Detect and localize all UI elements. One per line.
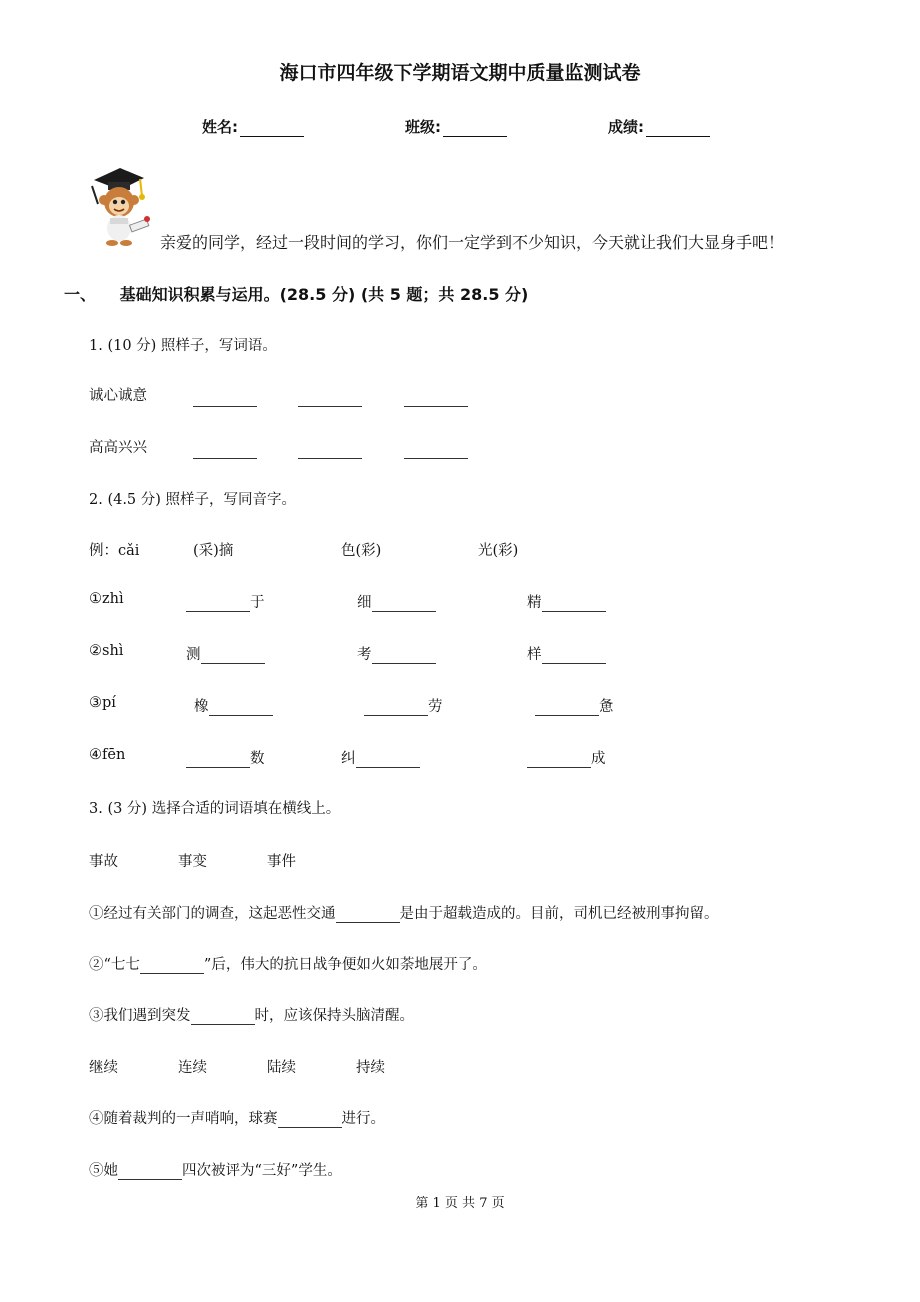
q3-word-option: 持续	[356, 1060, 385, 1076]
score-field	[608, 116, 710, 137]
q3-prompt: 3. (3 分) 选择合适的词语填在横线上。	[89, 801, 341, 817]
q2-row2-label: ②shì	[89, 643, 124, 659]
q1-row1-blank1[interactable]	[193, 388, 257, 407]
q2-example-b: 色(彩)	[341, 543, 382, 559]
name-blank	[240, 121, 304, 137]
q2-prompt: 2. (4.5 分) 照样子，写同音字。	[89, 492, 297, 508]
section-heading	[64, 282, 528, 305]
q1-row1-word: 诚心诚意	[89, 388, 147, 404]
q2-row4-b[interactable]: 纠	[341, 747, 420, 768]
q3-word-option: 事故	[89, 854, 118, 870]
class-field	[405, 116, 507, 137]
q3-word-option: 事变	[178, 854, 207, 870]
q1-row2-blank3[interactable]	[404, 440, 468, 459]
class-label: 班级:	[405, 118, 441, 136]
q2-row4-c[interactable]: 成	[527, 747, 606, 768]
q2-row4-a[interactable]: 数	[186, 747, 265, 768]
q3-sentence-2[interactable]: ②“七七 ”后，伟大的抗日战争便如火如荼地展开了。	[89, 957, 487, 973]
q1-row2-blank1[interactable]	[193, 440, 257, 459]
q2-row3-b[interactable]: 劳	[364, 695, 443, 716]
q2-example-label: 例：cǎi	[89, 543, 140, 559]
score-label: 成绩:	[608, 118, 644, 136]
q3-sentence-5[interactable]: ⑤她 四次被评为“三好”学生。	[89, 1163, 342, 1179]
intro-text: 亲爱的同学，经过一段时间的学习，你们一定学到不少知识，今天就让我们大显身手吧！	[160, 233, 785, 252]
q3-sentence-3[interactable]: ③我们遇到突发 时，应该保持头脑清醒。	[89, 1008, 414, 1024]
q2-row3-label: ③pí	[89, 695, 116, 711]
q3-word-option: 陆续	[267, 1060, 296, 1076]
q1-row1-blank2[interactable]	[298, 388, 362, 407]
graduate-mascot-icon	[86, 164, 156, 253]
name-label: 姓名:	[202, 118, 238, 136]
q1-row1-blank3[interactable]	[404, 388, 468, 407]
q3-sentence-1[interactable]: ①经过有关部门的调查，这起恶性交通 是由于超载造成的。目前，司机已经被刑事拘留。	[89, 906, 719, 922]
page-footer: 第 1 页 共 7 页	[415, 1196, 505, 1211]
q1-row2-blank2[interactable]	[298, 440, 362, 459]
q1-prompt: 1. (10 分) 照样子，写词语。	[89, 338, 277, 354]
class-blank	[443, 121, 507, 137]
q2-row3-c[interactable]: 惫	[535, 695, 614, 716]
section-title: 基础知识积累与运用。(28.5 分) (共 5 题；共 28.5 分)	[119, 285, 529, 304]
name-field	[202, 116, 304, 137]
q2-example-a: (采)摘	[193, 543, 234, 559]
page-title: 海口市四年级下学期语文期中质量监测试卷	[279, 62, 641, 84]
q2-row1-b[interactable]: 细	[357, 591, 436, 612]
section-number: 一、	[64, 285, 97, 304]
q2-row2-a[interactable]: 测	[186, 643, 265, 664]
q2-row1-label: ①zhì	[89, 591, 124, 607]
q2-row4-label: ④fēn	[89, 747, 126, 763]
q2-row1-c[interactable]: 精	[527, 591, 606, 612]
q1-row2-word: 高高兴兴	[89, 440, 147, 456]
q2-row2-b[interactable]: 考	[357, 643, 436, 664]
q3-word-option: 事件	[267, 854, 296, 870]
q3-word-option: 继续	[89, 1060, 118, 1076]
q2-example-c: 光(彩)	[478, 543, 519, 559]
q2-row1-a[interactable]: 于	[186, 591, 265, 612]
q2-row3-a[interactable]: 橡	[194, 695, 273, 716]
q3-word-option: 连续	[178, 1060, 207, 1076]
q2-row2-c[interactable]: 样	[527, 643, 606, 664]
q3-sentence-4[interactable]: ④随着裁判的一声哨响，球赛 进行。	[89, 1111, 385, 1127]
score-blank	[646, 121, 710, 137]
